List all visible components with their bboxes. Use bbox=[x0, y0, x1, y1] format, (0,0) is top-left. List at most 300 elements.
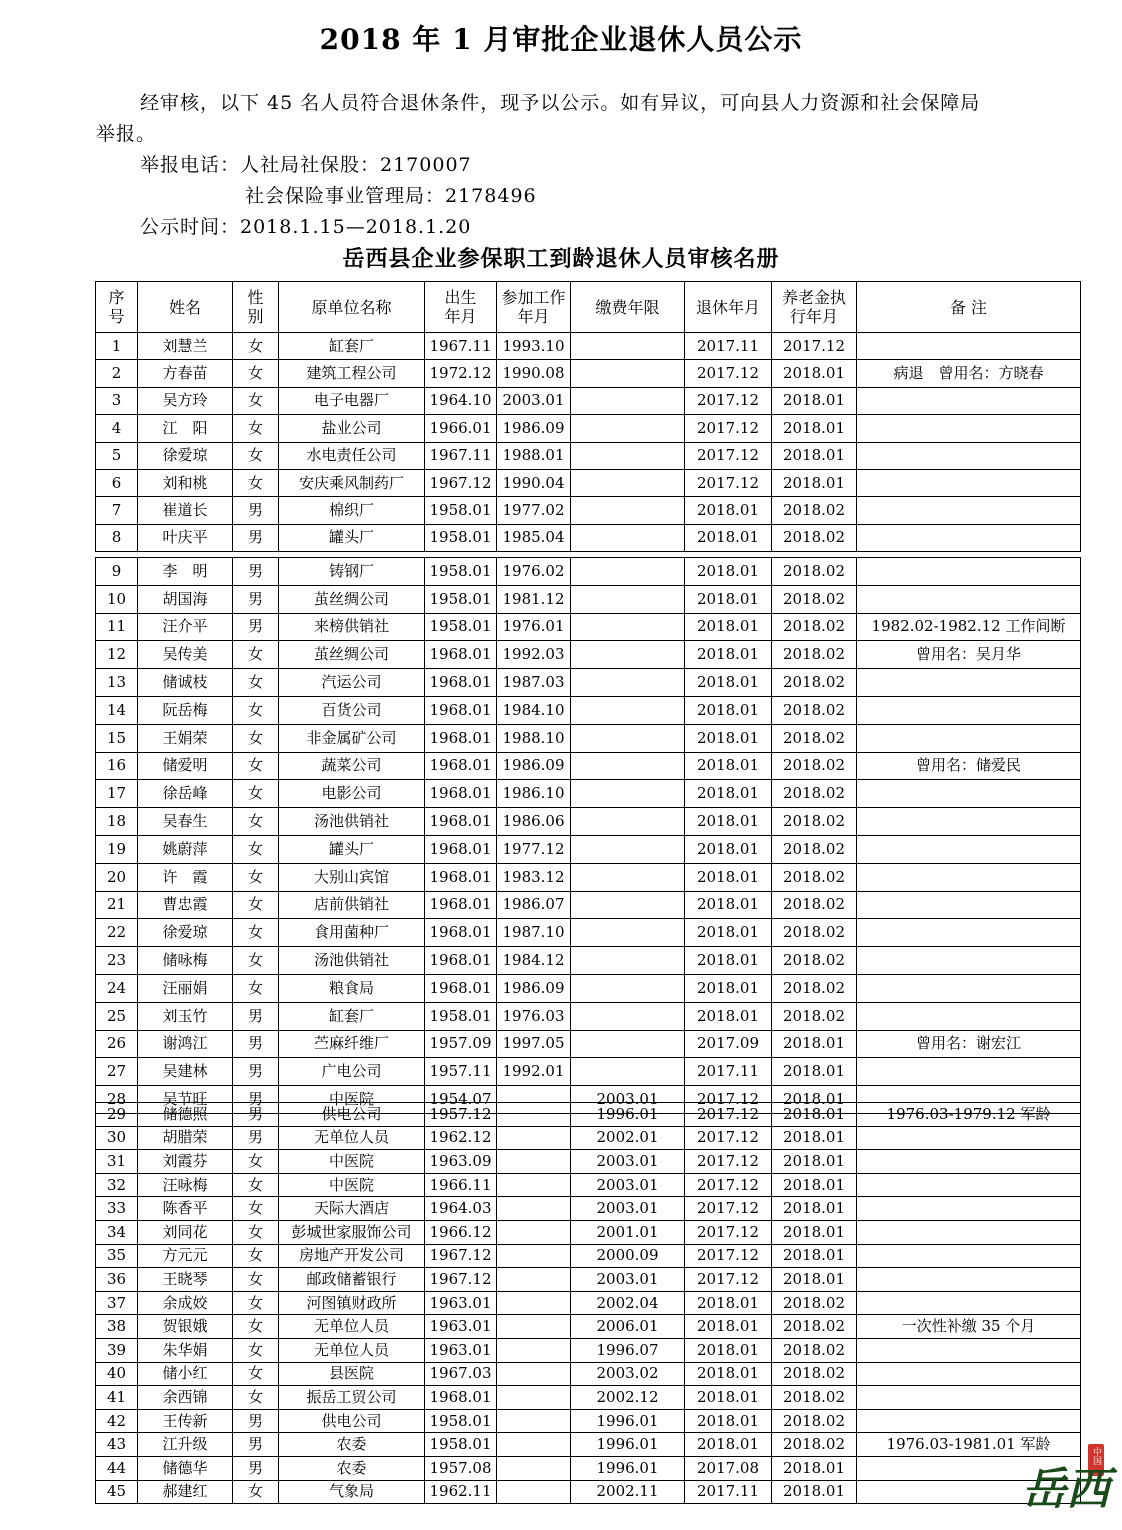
cell-idx: 22 bbox=[96, 919, 138, 947]
cell-name: 方春苗 bbox=[138, 360, 233, 387]
cell-gender: 男 bbox=[233, 1456, 279, 1480]
cell-note: 1976.03-1981.01 军龄 bbox=[857, 1433, 1081, 1457]
cell-birth: 1972.12 bbox=[425, 360, 497, 387]
cell-birth: 1967.03 bbox=[425, 1362, 497, 1386]
cell-work: 1988.01 bbox=[497, 442, 571, 469]
cell-unit: 天际大酒店 bbox=[279, 1197, 425, 1221]
cell-name: 储小红 bbox=[138, 1362, 233, 1386]
table-row bbox=[96, 1244, 1081, 1268]
cell-pension: 2018.02 bbox=[772, 947, 857, 975]
table-row bbox=[96, 415, 1081, 442]
cell-gender: 女 bbox=[233, 669, 279, 697]
cell-name: 储德华 bbox=[138, 1456, 233, 1480]
cell-birth: 1963.01 bbox=[425, 1315, 497, 1339]
cell-note: 曾用名：谢宏江 bbox=[857, 1030, 1081, 1058]
cell-retire: 2018.01 bbox=[685, 696, 772, 724]
table-row bbox=[96, 1030, 1081, 1058]
cell-pension: 2018.02 bbox=[772, 808, 857, 836]
cell-contrib bbox=[571, 891, 685, 919]
table-header-row bbox=[96, 282, 1081, 333]
cell-contrib bbox=[571, 469, 685, 496]
cell-idx: 34 bbox=[96, 1220, 138, 1244]
cell-retire: 2017.12 bbox=[685, 1126, 772, 1150]
cell-retire: 2018.01 bbox=[685, 1002, 772, 1030]
cell-pension: 2018.01 bbox=[772, 1058, 857, 1086]
cell-birth: 1962.11 bbox=[425, 1480, 497, 1504]
cell-gender: 女 bbox=[233, 808, 279, 836]
cell-unit: 汽运公司 bbox=[279, 669, 425, 697]
cell-birth: 1968.01 bbox=[425, 808, 497, 836]
cell-idx: 41 bbox=[96, 1386, 138, 1410]
cell-note bbox=[857, 1197, 1081, 1221]
cell-name: 吴节旺 bbox=[138, 1086, 233, 1114]
cell-birth: 1957.09 bbox=[425, 1030, 497, 1058]
cell-gender: 男 bbox=[233, 613, 279, 641]
cell-retire: 2018.01 bbox=[685, 1433, 772, 1457]
cell-name: 王传新 bbox=[138, 1409, 233, 1433]
cell-birth: 1967.12 bbox=[425, 469, 497, 496]
cell-birth: 1966.01 bbox=[425, 415, 497, 442]
cell-contrib: 2003.01 bbox=[571, 1086, 685, 1114]
cell-unit: 来榜供销社 bbox=[279, 613, 425, 641]
cell-gender: 男 bbox=[233, 585, 279, 613]
cell-note bbox=[857, 585, 1081, 613]
cell-idx: 17 bbox=[96, 780, 138, 808]
cell-retire: 2018.01 bbox=[685, 641, 772, 669]
cell-idx: 8 bbox=[96, 524, 138, 551]
publicity-period: 公示时间：2018.1.15—2018.1.20 bbox=[140, 216, 472, 238]
cell-birth: 1958.01 bbox=[425, 585, 497, 613]
rows-1-8 bbox=[96, 333, 1081, 552]
cell-unit: 电子电器厂 bbox=[279, 387, 425, 414]
cell-retire: 2018.01 bbox=[685, 891, 772, 919]
table-row bbox=[96, 1362, 1081, 1386]
cell-birth: 1966.12 bbox=[425, 1220, 497, 1244]
table-row bbox=[96, 1480, 1081, 1504]
cell-gender: 女 bbox=[233, 641, 279, 669]
cell-note: 病退 曾用名：方晓春 bbox=[857, 360, 1081, 387]
table-row bbox=[96, 752, 1081, 780]
cell-contrib: 2001.01 bbox=[571, 1220, 685, 1244]
cell-gender: 女 bbox=[233, 360, 279, 387]
cell-retire: 2017.12 bbox=[685, 1268, 772, 1292]
cell-note bbox=[857, 1150, 1081, 1174]
cell-idx: 23 bbox=[96, 947, 138, 975]
cell-work bbox=[497, 1103, 571, 1127]
cell-name: 刘慧兰 bbox=[138, 333, 233, 360]
table-row bbox=[96, 669, 1081, 697]
cell-gender: 女 bbox=[233, 835, 279, 863]
cell-retire: 2018.01 bbox=[685, 974, 772, 1002]
cell-work: 1987.03 bbox=[497, 669, 571, 697]
cell-work: 1986.06 bbox=[497, 808, 571, 836]
cell-birth: 1963.01 bbox=[425, 1338, 497, 1362]
cell-retire: 2018.01 bbox=[685, 724, 772, 752]
header-idx: 序号 bbox=[96, 282, 138, 333]
table-row bbox=[96, 387, 1081, 414]
cell-contrib bbox=[571, 387, 685, 414]
intro-text: 经审核，以下 45 名人员符合退休条件，现予以公示。如有异议，可向县人力资源和社会保障局 bbox=[140, 92, 981, 114]
rows-9-28 bbox=[96, 558, 1081, 1114]
cell-retire: 2018.01 bbox=[685, 613, 772, 641]
cell-unit: 苎麻纤维厂 bbox=[279, 1030, 425, 1058]
table-row bbox=[96, 1315, 1081, 1339]
cell-unit: 大别山宾馆 bbox=[279, 863, 425, 891]
cell-idx: 42 bbox=[96, 1409, 138, 1433]
cell-unit: 店前供销社 bbox=[279, 891, 425, 919]
cell-note bbox=[857, 863, 1081, 891]
cell-name: 王晓琴 bbox=[138, 1268, 233, 1292]
table-row bbox=[96, 1220, 1081, 1244]
cell-note bbox=[857, 1126, 1081, 1150]
cell-note bbox=[857, 1386, 1081, 1410]
cell-gender: 女 bbox=[233, 919, 279, 947]
cell-retire: 2017.11 bbox=[685, 1480, 772, 1504]
cell-birth: 1968.01 bbox=[425, 780, 497, 808]
cell-gender: 女 bbox=[233, 1244, 279, 1268]
table-row bbox=[96, 1126, 1081, 1150]
cell-unit: 茧丝绸公司 bbox=[279, 585, 425, 613]
cell-contrib: 1996.01 bbox=[571, 1433, 685, 1457]
cell-name: 姚蔚萍 bbox=[138, 835, 233, 863]
cell-work: 1976.02 bbox=[497, 558, 571, 586]
table-row bbox=[96, 1409, 1081, 1433]
cell-work: 1990.08 bbox=[497, 360, 571, 387]
cell-gender: 女 bbox=[233, 696, 279, 724]
cell-idx: 44 bbox=[96, 1456, 138, 1480]
cell-name: 徐岳峰 bbox=[138, 780, 233, 808]
table-row bbox=[96, 808, 1081, 836]
table-row bbox=[96, 919, 1081, 947]
cell-work: 1983.12 bbox=[497, 863, 571, 891]
cell-gender: 男 bbox=[233, 1086, 279, 1114]
cell-pension: 2018.01 bbox=[772, 1197, 857, 1221]
cell-note bbox=[857, 974, 1081, 1002]
cell-name: 余成姣 bbox=[138, 1291, 233, 1315]
cell-note bbox=[857, 558, 1081, 586]
cell-name: 阮岳梅 bbox=[138, 696, 233, 724]
cell-contrib: 1996.07 bbox=[571, 1338, 685, 1362]
cell-gender: 女 bbox=[233, 947, 279, 975]
cell-name: 江升级 bbox=[138, 1433, 233, 1457]
cell-birth: 1962.12 bbox=[425, 1126, 497, 1150]
cell-work bbox=[497, 1433, 571, 1457]
cell-unit: 供电公司 bbox=[279, 1103, 425, 1127]
cell-birth: 1968.01 bbox=[425, 724, 497, 752]
cell-work bbox=[497, 1268, 571, 1292]
cell-retire: 2017.12 bbox=[685, 469, 772, 496]
cell-gender: 女 bbox=[233, 1220, 279, 1244]
cell-birth: 1968.01 bbox=[425, 919, 497, 947]
cell-work: 2003.01 bbox=[497, 387, 571, 414]
header-unit: 原单位名称 bbox=[279, 282, 425, 333]
cell-retire: 2018.01 bbox=[685, 1338, 772, 1362]
cell-name: 曹忠霞 bbox=[138, 891, 233, 919]
cell-unit: 气象局 bbox=[279, 1480, 425, 1504]
cell-work: 1986.09 bbox=[497, 974, 571, 1002]
cell-gender: 男 bbox=[233, 1433, 279, 1457]
table-row bbox=[96, 1456, 1081, 1480]
cell-unit: 无单位人员 bbox=[279, 1315, 425, 1339]
cell-birth: 1954.07 bbox=[425, 1086, 497, 1114]
cell-work: 1984.12 bbox=[497, 947, 571, 975]
cell-contrib: 2003.01 bbox=[571, 1173, 685, 1197]
cell-work: 1986.09 bbox=[497, 415, 571, 442]
cell-retire: 2018.01 bbox=[685, 835, 772, 863]
cell-idx: 11 bbox=[96, 613, 138, 641]
cell-idx: 21 bbox=[96, 891, 138, 919]
table-row bbox=[96, 558, 1081, 586]
header-name: 姓名 bbox=[138, 282, 233, 333]
cell-birth: 1967.11 bbox=[425, 442, 497, 469]
roster-table-part-2 bbox=[95, 557, 1081, 1114]
cell-name: 吴方玲 bbox=[138, 387, 233, 414]
yuexi-logo-watermark bbox=[1018, 1442, 1118, 1522]
cell-work: 1997.05 bbox=[497, 1030, 571, 1058]
cell-name: 谢鸿江 bbox=[138, 1030, 233, 1058]
cell-retire: 2018.01 bbox=[685, 947, 772, 975]
cell-retire: 2017.12 bbox=[685, 387, 772, 414]
header-contrib: 缴费年限 bbox=[571, 282, 685, 333]
cell-unit: 盐业公司 bbox=[279, 415, 425, 442]
cell-name: 许 霞 bbox=[138, 863, 233, 891]
cell-unit: 建筑工程公司 bbox=[279, 360, 425, 387]
cell-work: 1977.02 bbox=[497, 497, 571, 524]
cell-note bbox=[857, 415, 1081, 442]
cell-note bbox=[857, 947, 1081, 975]
cell-name: 李 明 bbox=[138, 558, 233, 586]
cell-gender: 男 bbox=[233, 558, 279, 586]
cell-note bbox=[857, 1338, 1081, 1362]
cell-retire: 2017.12 bbox=[685, 1244, 772, 1268]
table-row bbox=[96, 1002, 1081, 1030]
cell-retire: 2017.12 bbox=[685, 1173, 772, 1197]
cell-work bbox=[497, 1220, 571, 1244]
cell-gender: 女 bbox=[233, 891, 279, 919]
cell-birth: 1968.01 bbox=[425, 947, 497, 975]
cell-retire: 2018.01 bbox=[685, 752, 772, 780]
cell-idx: 38 bbox=[96, 1315, 138, 1339]
cell-contrib: 1996.01 bbox=[571, 1103, 685, 1127]
cell-note bbox=[857, 835, 1081, 863]
cell-contrib bbox=[571, 497, 685, 524]
cell-retire: 2018.01 bbox=[685, 524, 772, 551]
cell-work bbox=[497, 1362, 571, 1386]
header-birth: 出生年月 bbox=[425, 282, 497, 333]
cell-contrib bbox=[571, 669, 685, 697]
cell-unit: 农委 bbox=[279, 1456, 425, 1480]
cell-pension: 2018.01 bbox=[772, 1150, 857, 1174]
cell-unit: 安庆乘风制药厂 bbox=[279, 469, 425, 496]
cell-retire: 2017.12 bbox=[685, 1220, 772, 1244]
cell-retire: 2018.01 bbox=[685, 919, 772, 947]
cell-idx: 32 bbox=[96, 1173, 138, 1197]
cell-gender: 女 bbox=[233, 1315, 279, 1339]
cell-work: 1976.01 bbox=[497, 613, 571, 641]
cell-pension: 2018.02 bbox=[772, 1433, 857, 1457]
cell-note bbox=[857, 1268, 1081, 1292]
cell-contrib bbox=[571, 360, 685, 387]
cell-contrib bbox=[571, 808, 685, 836]
cell-unit: 无单位人员 bbox=[279, 1126, 425, 1150]
table-title: 岳西县企业参保职工到龄退休人员审核名册 bbox=[342, 246, 780, 272]
cell-retire: 2017.12 bbox=[685, 1103, 772, 1127]
cell-pension: 2018.02 bbox=[772, 780, 857, 808]
cell-birth: 1958.01 bbox=[425, 497, 497, 524]
cell-gender: 男 bbox=[233, 497, 279, 524]
table-row bbox=[96, 891, 1081, 919]
cell-name: 储诚枝 bbox=[138, 669, 233, 697]
cell-name: 叶庆平 bbox=[138, 524, 233, 551]
cell-contrib bbox=[571, 724, 685, 752]
cell-pension: 2018.02 bbox=[772, 863, 857, 891]
cell-birth: 1964.10 bbox=[425, 387, 497, 414]
cell-contrib: 2003.01 bbox=[571, 1268, 685, 1292]
cell-name: 贺银娥 bbox=[138, 1315, 233, 1339]
cell-name: 储爱明 bbox=[138, 752, 233, 780]
cell-idx: 40 bbox=[96, 1362, 138, 1386]
cell-pension: 2018.01 bbox=[772, 442, 857, 469]
cell-pension: 2018.02 bbox=[772, 1362, 857, 1386]
cell-idx: 4 bbox=[96, 415, 138, 442]
cell-contrib: 2002.12 bbox=[571, 1386, 685, 1410]
cell-birth: 1958.01 bbox=[425, 1409, 497, 1433]
cell-pension: 2018.01 bbox=[772, 1103, 857, 1127]
cell-work: 1987.10 bbox=[497, 919, 571, 947]
cell-work bbox=[497, 1409, 571, 1433]
cell-gender: 女 bbox=[233, 1338, 279, 1362]
cell-birth: 1958.01 bbox=[425, 524, 497, 551]
cell-work bbox=[497, 1173, 571, 1197]
cell-name: 朱华娟 bbox=[138, 1338, 233, 1362]
cell-retire: 2017.12 bbox=[685, 1197, 772, 1221]
cell-pension: 2018.02 bbox=[772, 891, 857, 919]
cell-note bbox=[857, 497, 1081, 524]
table-row bbox=[96, 724, 1081, 752]
cell-retire: 2017.08 bbox=[685, 1456, 772, 1480]
cell-retire: 2017.12 bbox=[685, 1086, 772, 1114]
cell-pension: 2018.01 bbox=[772, 1126, 857, 1150]
cell-contrib bbox=[571, 442, 685, 469]
cell-retire: 2018.01 bbox=[685, 1291, 772, 1315]
cell-pension: 2018.01 bbox=[772, 360, 857, 387]
cell-unit: 缸套厂 bbox=[279, 1002, 425, 1030]
cell-pension: 2018.02 bbox=[772, 497, 857, 524]
cell-retire: 2017.12 bbox=[685, 1150, 772, 1174]
cell-name: 徐爱琼 bbox=[138, 442, 233, 469]
cell-pension: 2018.01 bbox=[772, 1030, 857, 1058]
intro-text-cont: 举报。 bbox=[96, 123, 157, 145]
cell-contrib: 2006.01 bbox=[571, 1315, 685, 1339]
cell-pension: 2018.02 bbox=[772, 558, 857, 586]
cell-name: 储德照 bbox=[138, 1103, 233, 1127]
table-row bbox=[96, 863, 1081, 891]
cell-name: 刘霞芬 bbox=[138, 1150, 233, 1174]
cell-idx: 26 bbox=[96, 1030, 138, 1058]
cell-gender: 女 bbox=[233, 863, 279, 891]
cell-idx: 30 bbox=[96, 1126, 138, 1150]
cell-note bbox=[857, 1173, 1081, 1197]
cell-gender: 女 bbox=[233, 442, 279, 469]
cell-note: 一次性补缴 35 个月 bbox=[857, 1315, 1081, 1339]
cell-name: 方元元 bbox=[138, 1244, 233, 1268]
header-gender: 性别 bbox=[233, 282, 279, 333]
table-row bbox=[96, 442, 1081, 469]
cell-retire: 2018.01 bbox=[685, 497, 772, 524]
cell-pension: 2018.02 bbox=[772, 1002, 857, 1030]
cell-note bbox=[857, 696, 1081, 724]
cell-work: 1986.09 bbox=[497, 752, 571, 780]
cell-name: 胡国海 bbox=[138, 585, 233, 613]
cell-note bbox=[857, 524, 1081, 551]
cell-contrib bbox=[571, 947, 685, 975]
cell-gender: 女 bbox=[233, 1150, 279, 1174]
cell-contrib bbox=[571, 524, 685, 551]
cell-contrib bbox=[571, 415, 685, 442]
table-row bbox=[96, 1173, 1081, 1197]
cell-retire: 2018.01 bbox=[685, 1362, 772, 1386]
cell-retire: 2017.12 bbox=[685, 415, 772, 442]
cell-idx: 35 bbox=[96, 1244, 138, 1268]
cell-pension: 2018.02 bbox=[772, 752, 857, 780]
cell-name: 余西锦 bbox=[138, 1386, 233, 1410]
cell-idx: 29 bbox=[96, 1103, 138, 1127]
cell-work: 1990.04 bbox=[497, 469, 571, 496]
cell-name: 刘玉竹 bbox=[138, 1002, 233, 1030]
cell-gender: 女 bbox=[233, 1173, 279, 1197]
cell-unit: 中医院 bbox=[279, 1086, 425, 1114]
cell-pension: 2018.02 bbox=[772, 919, 857, 947]
cell-idx: 13 bbox=[96, 669, 138, 697]
cell-pension: 2018.01 bbox=[772, 1244, 857, 1268]
cell-note bbox=[857, 1058, 1081, 1086]
cell-name: 储咏梅 bbox=[138, 947, 233, 975]
cell-unit: 非金属矿公司 bbox=[279, 724, 425, 752]
cell-work bbox=[497, 1197, 571, 1221]
cell-idx: 2 bbox=[96, 360, 138, 387]
cell-work: 1992.01 bbox=[497, 1058, 571, 1086]
cell-pension: 2018.02 bbox=[772, 669, 857, 697]
cell-idx: 15 bbox=[96, 724, 138, 752]
cell-retire: 2018.01 bbox=[685, 1386, 772, 1410]
cell-contrib: 2003.02 bbox=[571, 1362, 685, 1386]
cell-contrib: 2003.01 bbox=[571, 1150, 685, 1174]
cell-idx: 18 bbox=[96, 808, 138, 836]
cell-birth: 1957.08 bbox=[425, 1456, 497, 1480]
cell-gender: 女 bbox=[233, 415, 279, 442]
cell-birth: 1968.01 bbox=[425, 863, 497, 891]
table-row bbox=[96, 585, 1081, 613]
cell-pension: 2018.01 bbox=[772, 387, 857, 414]
roster-table-part-1 bbox=[95, 281, 1081, 552]
cell-birth: 1957.11 bbox=[425, 1058, 497, 1086]
cell-contrib bbox=[571, 641, 685, 669]
cell-contrib: 2000.09 bbox=[571, 1244, 685, 1268]
cell-note: 曾用名：储爱民 bbox=[857, 752, 1081, 780]
cell-contrib: 2003.01 bbox=[571, 1197, 685, 1221]
cell-unit: 县医院 bbox=[279, 1362, 425, 1386]
table-row bbox=[96, 613, 1081, 641]
table-row bbox=[96, 497, 1081, 524]
cell-note bbox=[857, 780, 1081, 808]
cell-work bbox=[497, 1315, 571, 1339]
cell-unit: 邮政储蓄银行 bbox=[279, 1268, 425, 1292]
cell-name: 汪介平 bbox=[138, 613, 233, 641]
header-retire: 退休年月 bbox=[685, 282, 772, 333]
header-note: 备 注 bbox=[857, 282, 1081, 333]
cell-gender: 女 bbox=[233, 469, 279, 496]
cell-name: 江 阳 bbox=[138, 415, 233, 442]
